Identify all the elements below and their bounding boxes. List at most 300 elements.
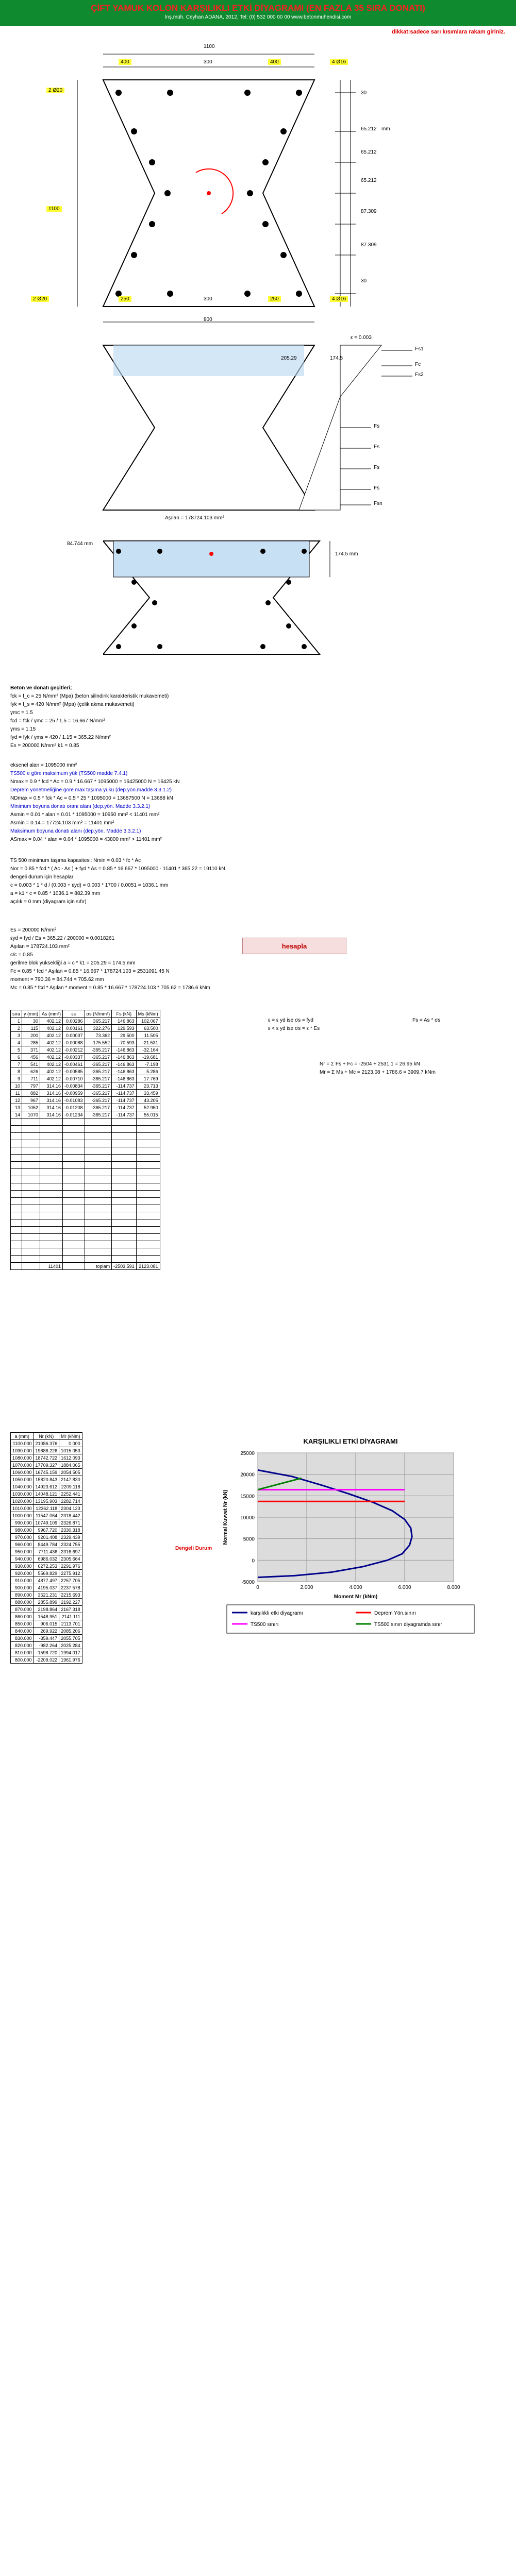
table-row: [11, 1512, 82, 1519]
material-line: Es = 200000 N/mm² k1 = 0.85: [10, 743, 79, 749]
calc-line: gerilme blok yüksekliği a = c * k1 = 205.29 = 174.5 mm: [10, 960, 136, 966]
legend-label: Deprem Yön.sınırı: [374, 1611, 416, 1616]
table-cell: -114.737: [112, 1097, 137, 1104]
table-cell: 15820.843: [34, 1476, 59, 1483]
table-cell: 11547.064: [34, 1512, 59, 1519]
dim-205: 205.29: [281, 355, 297, 361]
table-row: [11, 1490, 82, 1498]
table-row-empty: [11, 1118, 160, 1126]
table-cell: 14048.121: [34, 1490, 59, 1498]
y-tick-label: 10000: [240, 1515, 255, 1521]
table-row: [11, 1104, 160, 1111]
stress-rule-2: ε < ε yd ise σs = ε * Es: [268, 1026, 320, 1031]
table-cell: 17709.327: [34, 1462, 59, 1469]
eps-c-label: ε = 0.003: [351, 335, 372, 341]
input-note: dikkat:sadece sarı kısımlara rakam giriniz.: [392, 29, 506, 35]
table-cell: 2209.118: [59, 1483, 82, 1490]
table-cell: 906.015: [34, 1620, 59, 1628]
compression-width: 84.744 mm: [67, 541, 93, 547]
x-tick-label: 4.000: [349, 1585, 362, 1590]
dim-bottom-left[interactable]: 250: [119, 296, 131, 302]
chart-title: KARŞILIKLI ETKİ DİYAGRAMI: [303, 1437, 398, 1445]
table-cell: 115: [22, 1025, 40, 1032]
table-cell: 52.950: [136, 1104, 160, 1111]
material-line: γms = 1.15: [10, 726, 36, 732]
table-cell: 2147.830: [59, 1476, 82, 1483]
table-cell: 322.276: [85, 1025, 112, 1032]
table-cell: 2141.111: [59, 1613, 82, 1620]
table-cell: 920.000: [11, 1570, 34, 1577]
table-cell: 2054.505: [59, 1469, 82, 1476]
table-cell: -70.593: [112, 1039, 137, 1046]
table-cell: 33.459: [136, 1090, 160, 1097]
table-cell: 200: [22, 1032, 40, 1039]
table-row: [11, 1046, 160, 1054]
table-cell: 402.12: [40, 1061, 63, 1068]
table-cell: 7: [11, 1061, 22, 1068]
table-cell: 800.000: [11, 1656, 34, 1664]
y-tick-label: 5000: [243, 1536, 255, 1543]
table-cell: -114.737: [112, 1111, 137, 1118]
right-dim-1: 30: [361, 90, 367, 96]
x-tick-label: 2.000: [300, 1585, 313, 1590]
rebar-bottom-left-label[interactable]: 2 Ø20: [31, 296, 49, 302]
table-row: [11, 1548, 82, 1555]
table-row: [11, 1447, 82, 1454]
force-label-fs1: Fs1: [415, 346, 424, 352]
table-cell: -365.217: [85, 1075, 112, 1082]
table-row: [11, 1090, 160, 1097]
table-row-empty: [11, 1212, 160, 1219]
steel-table: [10, 1010, 160, 1270]
ts500-line: c = 0.003 * 1 * d / (0.003 + εyd) = 0.003 * 1700 / 0.0051 = 1036.1 mm: [10, 883, 169, 888]
table-cell: 1: [11, 1018, 22, 1025]
dim-174: 174.5: [330, 355, 343, 361]
table-cell: 2326.871: [59, 1519, 82, 1527]
steel-table-header: σs (N/mm²): [85, 1010, 112, 1018]
y-tick-label: 20000: [240, 1472, 255, 1478]
dim-top-left[interactable]: 400: [119, 59, 131, 65]
table-cell: 541: [22, 1061, 40, 1068]
table-cell: -146.863: [112, 1054, 137, 1061]
table-cell: 8449.784: [34, 1541, 59, 1548]
table-cell: 18742.722: [34, 1454, 59, 1462]
table-cell: 5: [11, 1046, 22, 1054]
top-width-label: 1100: [204, 44, 215, 49]
table-row: [11, 1469, 82, 1476]
table-cell: 967: [22, 1097, 40, 1104]
table-cell: 930.000: [11, 1563, 34, 1570]
chart-container: [217, 1437, 485, 1664]
table-row: [11, 1476, 82, 1483]
table-cell: -0.00088: [63, 1039, 85, 1046]
y-tick-label: -5000: [241, 1580, 255, 1585]
table-row: [11, 1527, 82, 1534]
table-cell: 626: [22, 1068, 40, 1075]
table-cell: 402.12: [40, 1032, 63, 1039]
ts500-line: açılık = 0 mm (diyagram için sıfır): [10, 899, 87, 905]
table-row-empty: [11, 1176, 160, 1183]
table-row: [11, 1075, 160, 1082]
table-row-empty: [11, 1205, 160, 1212]
check-line: Minimum boyuna donatı oranı alanı (dep.yön. Madde 3.3.2.1): [10, 804, 151, 809]
table-cell: 12: [11, 1097, 22, 1104]
table-cell: 10: [11, 1082, 22, 1090]
table-cell: 3521.231: [34, 1591, 59, 1599]
table-row: [11, 1591, 82, 1599]
force-label-fc: Fc: [415, 362, 421, 367]
rebar-left-label[interactable]: 2 Ø20: [46, 88, 64, 93]
table-cell: 711: [22, 1075, 40, 1082]
table-row: [11, 1018, 160, 1025]
table-cell: -0.01208: [63, 1104, 85, 1111]
table-cell: 2304.123: [59, 1505, 82, 1512]
steel-table-header: y (mm): [22, 1010, 40, 1018]
table-row: [11, 1577, 82, 1584]
table-cell: 13: [11, 1104, 22, 1111]
table-cell: 850.000: [11, 1620, 34, 1628]
table-cell: 16745.159: [34, 1469, 59, 1476]
table-cell: -114.737: [112, 1090, 137, 1097]
table-cell: 5569.829: [34, 1570, 59, 1577]
interaction-header: Mr (kNm): [59, 1433, 82, 1440]
x-tick-label: 6.000: [398, 1585, 411, 1590]
table-row: [11, 1541, 82, 1548]
material-line: fck = f_c = 25 N/mm² (Mpa) (beton silindirik karakteristik mukavemeti): [10, 693, 169, 699]
table-cell: 21086.376: [34, 1440, 59, 1447]
table-cell: 870.000: [11, 1606, 34, 1613]
table-cell: -0.01083: [63, 1097, 85, 1104]
table-cell: 365.217: [85, 1018, 112, 1025]
total-height-label[interactable]: 1100: [46, 206, 62, 212]
check-line: ASmax = 0.04 * alan = 0.04 * 1095000 = 43800 mm² > 11401 mm²: [10, 837, 162, 842]
right-dim-5: 87.309: [361, 209, 377, 214]
table-cell: 950.000: [11, 1548, 34, 1555]
table-cell: -365.217: [85, 1097, 112, 1104]
sum-line-m: Mr = Σ Ms + Mc = 2123.08 + 1786.6 = 3909.7 kNm: [320, 1070, 436, 1075]
table-cell: 2291.976: [59, 1563, 82, 1570]
table-cell: 890.000: [11, 1591, 34, 1599]
legend-box: [227, 1605, 474, 1633]
table-cell: -365.217: [85, 1111, 112, 1118]
table-cell: 402.12: [40, 1046, 63, 1054]
table-cell: 1052: [22, 1104, 40, 1111]
x-tick-label: 8.000: [447, 1585, 460, 1590]
unit-label: mm: [381, 126, 390, 132]
table-cell: -982.264: [34, 1642, 59, 1649]
table-row: [11, 1584, 82, 1591]
table-cell: -32.164: [136, 1046, 160, 1054]
table-cell: 6: [11, 1054, 22, 1061]
table-cell: 10749.109: [34, 1519, 59, 1527]
dim-top-right[interactable]: 400: [268, 59, 281, 65]
table-cell: 882: [22, 1090, 40, 1097]
table-cell: -146.863: [112, 1068, 137, 1075]
table-cell: 14923.612: [34, 1483, 59, 1490]
table-row: [11, 1111, 160, 1118]
table-cell: 0.00161: [63, 1025, 85, 1032]
table-cell: -114.737: [112, 1082, 137, 1090]
table-cell: -19.681: [136, 1054, 160, 1061]
table-cell: 6986.032: [34, 1555, 59, 1563]
table-cell: -359.447: [34, 1635, 59, 1642]
table-cell: 1994.017: [59, 1649, 82, 1656]
check-line: Nmax = 0.9 * fcd * Ac = 0.9 * 16.667 * 1095000 = 16425000 N = 16425 kN: [10, 779, 180, 785]
table-cell: 2237.578: [59, 1584, 82, 1591]
legend-label: TS500 sınırı: [251, 1622, 279, 1628]
force-label-fs2: Fs2: [415, 372, 424, 378]
table-cell: 900.000: [11, 1584, 34, 1591]
table-cell: 1030.000: [11, 1490, 34, 1498]
table-row-empty: [11, 1248, 160, 1256]
table-cell: 5.286: [136, 1068, 160, 1075]
table-cell: 43.205: [136, 1097, 160, 1104]
right-dim-7: 30: [361, 278, 367, 284]
table-row-empty: [11, 1227, 160, 1234]
table-row: [11, 1054, 160, 1061]
table-cell: 2330.318: [59, 1527, 82, 1534]
table-cell: 1050.000: [11, 1476, 34, 1483]
table-cell: 830.000: [11, 1635, 34, 1642]
interaction-chart: [217, 1445, 485, 1662]
table-cell: 2215.693: [59, 1591, 82, 1599]
force-label-fs5: Fs: [374, 465, 380, 470]
table-cell: 2025.284: [59, 1642, 82, 1649]
table-cell: 1070.000: [11, 1462, 34, 1469]
table-cell: -365.217: [85, 1090, 112, 1097]
table-cell: -2209.022: [34, 1656, 59, 1664]
page-subtitle: İnş.müh. Ceyhan ADANA, 2012, Tel: (0) 532 000 00 00 www.betonmuhendisi.com: [164, 14, 352, 20]
table-cell: 2167.318: [59, 1606, 82, 1613]
table-cell: 820.000: [11, 1642, 34, 1649]
table-cell: 2198.864: [34, 1606, 59, 1613]
table-cell: 13195.903: [34, 1498, 59, 1505]
section-drawing: [31, 44, 392, 332]
table-row: [11, 1082, 160, 1090]
table-cell: 2316.697: [59, 1548, 82, 1555]
table-cell: 314.16: [40, 1090, 63, 1097]
table-row-empty: [11, 1234, 160, 1241]
table-cell: 9: [11, 1075, 22, 1082]
table-cell: 314.16: [40, 1097, 63, 1104]
table-cell: 129.593: [112, 1025, 137, 1032]
table-row-empty: [11, 1169, 160, 1176]
right-dim-4: 65.212: [361, 178, 377, 183]
table-cell: 29.500: [112, 1032, 137, 1039]
calculate-button[interactable]: hesapla: [242, 938, 346, 954]
table-row: [11, 1613, 82, 1620]
table-cell: 8: [11, 1068, 22, 1075]
table-row: [11, 1462, 82, 1469]
table-cell: 1100.000: [11, 1440, 34, 1447]
table-cell: 2192.227: [59, 1599, 82, 1606]
table-row: [11, 1642, 82, 1649]
interaction-header: a (mm): [11, 1433, 34, 1440]
material-line: fcd = fck / γmc = 25 / 1.5 = 16.667 N/mm²: [10, 718, 105, 724]
table-cell: 840.000: [11, 1628, 34, 1635]
material-line: fyd = fyk / γms = 420 / 1.15 = 365.22 N/mm²: [10, 735, 111, 740]
table-cell: 9967.720: [34, 1527, 59, 1534]
table-row-empty: [11, 1241, 160, 1248]
table-cell: 2282.714: [59, 1498, 82, 1505]
table-cell: 2113.701: [59, 1620, 82, 1628]
y-tick-label: 15000: [240, 1494, 255, 1500]
table-cell: -365.217: [85, 1061, 112, 1068]
table-cell: -365.217: [85, 1082, 112, 1090]
table-cell: 17.769: [136, 1075, 160, 1082]
right-dim-2: 65.212: [361, 126, 377, 132]
table-cell: 11.505: [136, 1032, 160, 1039]
table-row-empty: [11, 1147, 160, 1155]
force-label-fs3: Fs: [374, 423, 380, 429]
table-cell: 314.16: [40, 1082, 63, 1090]
area-label: Aşılan = 178724.103 mm²: [165, 515, 224, 521]
rebar-top-label[interactable]: 4 Ø16: [330, 59, 348, 65]
table-cell: 3: [11, 1032, 22, 1039]
table-cell: 402.12: [40, 1025, 63, 1032]
table-row: [11, 1635, 82, 1642]
table-cell: 456: [22, 1054, 40, 1061]
fs-formula: Fs = As * σs: [412, 1018, 441, 1023]
table-cell: 2055.705: [59, 1635, 82, 1642]
table-cell: 1070: [22, 1111, 40, 1118]
totals-row: 11401 toplam -2503.591 2123.081: [11, 1263, 160, 1270]
table-row: [11, 1628, 82, 1635]
table-cell: 314.16: [40, 1104, 63, 1111]
ts500-line: TS 500 minimum taşıma kapasitesi: Nmin = 0.03 * fc * Ac: [10, 858, 141, 863]
table-cell: 1020.000: [11, 1498, 34, 1505]
table-cell: 30: [22, 1018, 40, 1025]
table-cell: 402.12: [40, 1054, 63, 1061]
y-tick-label: 25000: [240, 1451, 255, 1456]
table-cell: 1961.976: [59, 1656, 82, 1664]
table-row: [11, 1061, 160, 1068]
table-cell: -0.00834: [63, 1082, 85, 1090]
table-row: [11, 1454, 82, 1462]
table-row: [11, 1505, 82, 1512]
table-cell: 12362.118: [34, 1505, 59, 1512]
table-cell: 2324.755: [59, 1541, 82, 1548]
table-row-empty: [11, 1155, 160, 1162]
table-cell: 402.12: [40, 1068, 63, 1075]
table-cell: 14: [11, 1111, 22, 1118]
check-line: NDmax = 0.5 * fck * Ac = 0.5 * 25 * 1095000 = 13687500 N = 13688 kN: [10, 795, 173, 801]
table-cell: -0.00212: [63, 1046, 85, 1054]
table-cell: 11: [11, 1090, 22, 1097]
page-title: ÇİFT YAMUK KOLON KARŞILIKLI ETKİ DİYAGRAMI (EN FAZLA 35 SIRA DONATI): [91, 3, 425, 13]
table-cell: -1598.720: [34, 1649, 59, 1656]
table-cell: 990.000: [11, 1519, 34, 1527]
right-dim-3: 65.212: [361, 149, 377, 155]
table-cell: 0.000: [59, 1440, 82, 1447]
table-row: [11, 1620, 82, 1628]
x-tick-label: 0: [256, 1585, 259, 1590]
table-cell: 285: [22, 1039, 40, 1046]
bottom-width-label: 800: [204, 317, 212, 323]
interaction-table-wrapper: [10, 1432, 82, 1664]
table-row: [11, 1440, 82, 1447]
check-line: Deprem yönetmeliğine göre max taşıma yükü (dep.yön.madde 3.3.1.2): [10, 787, 172, 793]
dim-bottom-right[interactable]: 250: [268, 296, 281, 302]
check-line: Maksimum boyuna donatı alanı (dep.yön. Madde 3.3.2.1): [10, 828, 141, 834]
compression-depth: 174.5 mm: [335, 551, 358, 557]
steel-table-header: sıra: [11, 1010, 22, 1018]
rebar-bottom-right-label[interactable]: 4 Ø16: [330, 296, 348, 302]
table-row: [11, 1498, 82, 1505]
x-axis-label: Moment Mr (kNm): [334, 1594, 378, 1600]
check-line: Asmin = 0.14 = 17724.103 mm² = 11401 mm²: [10, 820, 114, 826]
legend-label: karşılıklı etki diyagramı: [251, 1611, 303, 1616]
table-cell: 970.000: [11, 1534, 34, 1541]
check-line: TS500 e göre maksimum yük (TS500 madde 7.4.1): [10, 771, 128, 776]
calc-line: c/c = 0.85: [10, 952, 33, 958]
table-cell: 860.000: [11, 1613, 34, 1620]
table-cell: 980.000: [11, 1527, 34, 1534]
table-cell: 269.922: [34, 1628, 59, 1635]
calc-line: Es = 200000 N/mm²: [10, 927, 57, 933]
centroid-marker: [207, 191, 211, 195]
compression-diagram: [103, 531, 371, 665]
table-cell: 1010.000: [11, 1505, 34, 1512]
table-cell: -365.217: [85, 1068, 112, 1075]
table-cell: 2305.664: [59, 1555, 82, 1563]
table-cell: -0.01234: [63, 1111, 85, 1118]
table-cell: -114.737: [112, 1104, 137, 1111]
table-cell: -146.863: [112, 1046, 137, 1054]
table-cell: 940.000: [11, 1555, 34, 1563]
table-cell: -365.217: [85, 1104, 112, 1111]
interaction-header: Nr (kN): [34, 1433, 59, 1440]
table-cell: -365.217: [85, 1054, 112, 1061]
table-row: [11, 1599, 82, 1606]
table-cell: 960.000: [11, 1541, 34, 1548]
table-cell: 55.015: [136, 1111, 160, 1118]
material-line: fyk = f_s = 420 N/mm² (Mpa) (çelik akma mukavemeti): [10, 702, 135, 707]
check-line: Asmin = 0.01 * alan = 0.01 * 1095000 = 10950 mm² < 11401 mm²: [10, 812, 160, 818]
table-cell: 0.00037: [63, 1032, 85, 1039]
table-cell: 1060.000: [11, 1469, 34, 1476]
table-cell: 63.500: [136, 1025, 160, 1032]
table-cell: 2855.899: [34, 1599, 59, 1606]
table-row-empty: [11, 1162, 160, 1169]
material-line: γmc = 1.5: [10, 710, 33, 716]
table-cell: 146.863: [112, 1018, 137, 1025]
table-cell: -365.217: [85, 1046, 112, 1054]
y-tick-label: 0: [252, 1558, 255, 1564]
sum-line-n: Nr = Σ Fs + Fc = -2504 + 2531.1 = 26.95 kN: [320, 1061, 420, 1067]
table-cell: 1015.053: [59, 1447, 82, 1454]
table-row: [11, 1656, 82, 1664]
table-cell: -7.198: [136, 1061, 160, 1068]
table-row-empty: [11, 1126, 160, 1133]
calc-line: Fc = 0.85 * fcd * Aşılan = 0.85 * 16.667 * 178724.103 = 2531091.45 N: [10, 969, 170, 974]
table-cell: 2257.705: [59, 1577, 82, 1584]
balanced-marker: Dengeli Durum: [175, 1546, 212, 1551]
table-row: [11, 1068, 160, 1075]
table-cell: -0.00337: [63, 1054, 85, 1061]
table-cell: 0.00286: [63, 1018, 85, 1025]
table-row: [11, 1534, 82, 1541]
table-cell: 2275.912: [59, 1570, 82, 1577]
table-cell: 1090.000: [11, 1447, 34, 1454]
table-cell: -0.00461: [63, 1061, 85, 1068]
table-cell: 880.000: [11, 1599, 34, 1606]
table-cell: 1884.065: [59, 1462, 82, 1469]
table-cell: 1040.000: [11, 1483, 34, 1490]
table-cell: 2: [11, 1025, 22, 1032]
steel-table-header: εs: [63, 1010, 85, 1018]
stress-rule-1: ε = ε yd ise σs = fyd: [268, 1018, 313, 1023]
